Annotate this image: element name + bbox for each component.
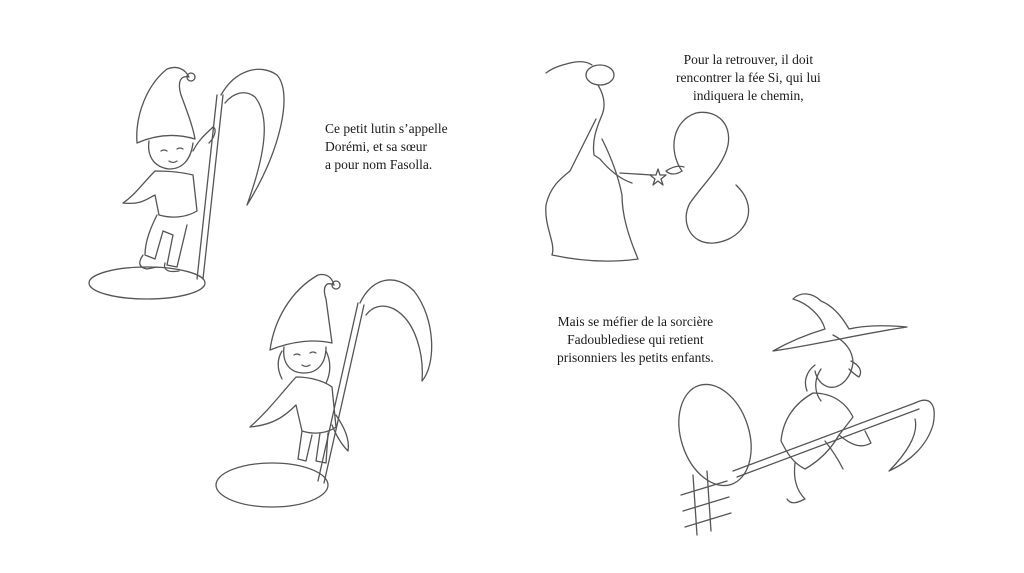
fairy-and-swan-note-illustration xyxy=(540,55,770,270)
note-flag xyxy=(221,69,284,205)
elf-face-features xyxy=(161,148,183,163)
girl-cape xyxy=(332,415,348,451)
elf-hat xyxy=(137,67,195,143)
elf-tunic xyxy=(123,171,197,217)
elf-face xyxy=(149,141,193,169)
caption-sorciere-line-2: Fadoublediese qui retient xyxy=(567,332,704,347)
girl-hat xyxy=(270,274,334,350)
note-stem xyxy=(733,403,919,477)
wand-star xyxy=(650,169,666,185)
caption-lutin-line-2: Dorémi, et sa sœur xyxy=(325,139,427,154)
witch-leg xyxy=(787,463,805,503)
elf-legs xyxy=(145,215,187,267)
witch-hat xyxy=(773,294,907,351)
fairy-hat-top xyxy=(586,65,614,85)
double-sharp-sign xyxy=(681,471,731,535)
witch-on-note-broom-illustration xyxy=(675,285,945,545)
witch-body xyxy=(781,393,853,469)
note-flag xyxy=(360,280,432,381)
witch-other-leg xyxy=(825,441,843,469)
caption-sorciere-line-1: Mais se méfier de la sorcière xyxy=(557,314,714,329)
girl-elf-on-eighth-note-illustration xyxy=(210,255,450,515)
fairy-dress xyxy=(546,119,638,261)
note-head xyxy=(216,463,328,507)
note-stem xyxy=(318,303,364,483)
caption-fee-line-1: Pour la retrouver, il doit xyxy=(683,52,814,67)
girl-face-features xyxy=(294,352,316,367)
caption-lutin-line-1: Ce petit lutin s’appelle xyxy=(325,121,448,136)
fairy-hat xyxy=(546,62,592,73)
caption-fee-line-3: indiquera le chemin, xyxy=(693,88,804,103)
caption-sorciere-line-3: prisonniers les petits enfants. xyxy=(557,350,714,365)
caption-fee-line-2: rencontrer la fée Si, qui lui xyxy=(676,70,821,85)
fairy-body xyxy=(593,85,632,183)
note-head xyxy=(667,375,764,495)
girl-braids xyxy=(278,351,330,383)
witch-nose xyxy=(849,361,861,377)
caption-lutin xyxy=(325,120,448,174)
girl-face xyxy=(284,347,326,373)
swan-note xyxy=(674,112,749,243)
note-head xyxy=(89,267,205,299)
caption-lutin-line-3: a pour nom Fasolla. xyxy=(325,157,433,172)
note-stem xyxy=(197,95,223,279)
fairy-wand xyxy=(620,173,652,175)
girl-dress xyxy=(250,377,336,433)
